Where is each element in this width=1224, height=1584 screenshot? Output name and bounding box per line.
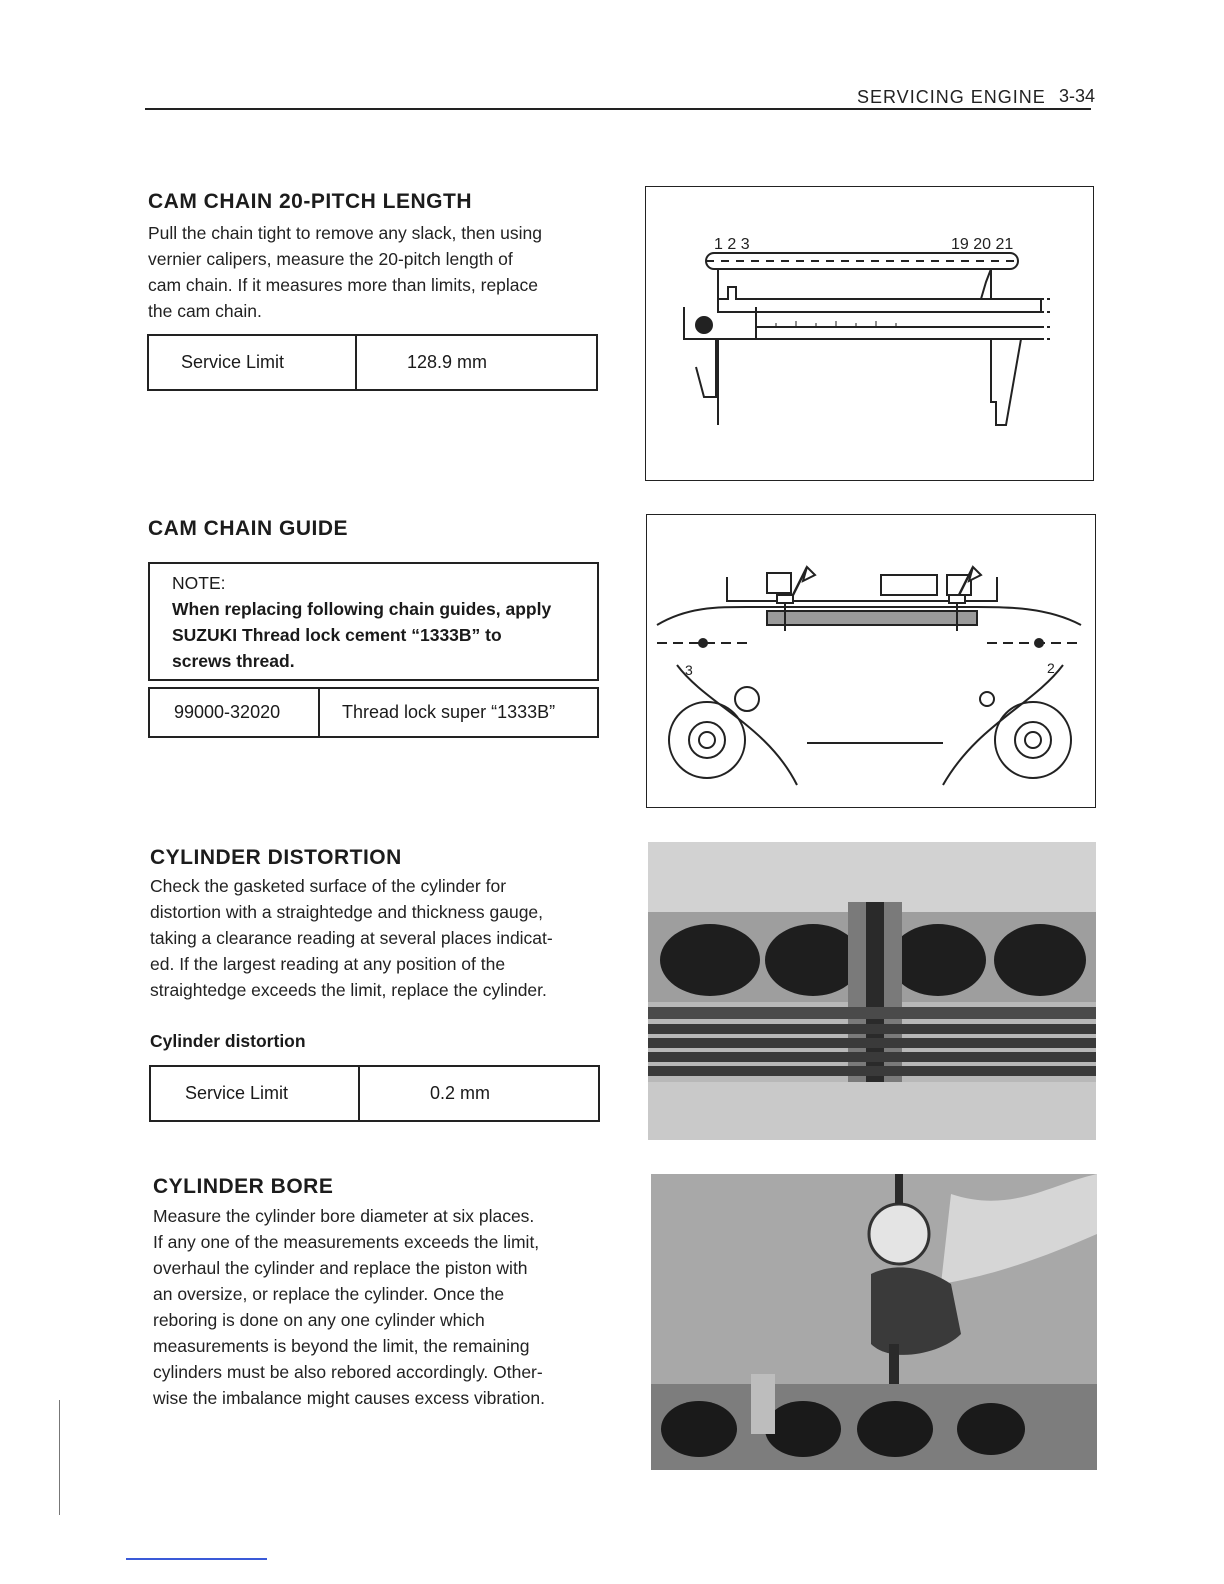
text-line: distortion with a straightedge and thickness gauge, [150,902,544,922]
figure-mark-3: 3 [685,662,693,678]
note-text [172,596,583,674]
chain-links [706,253,1018,269]
text-line: overhaul the cylinder and replace the piston with [153,1258,528,1278]
text-line: Measure the cylinder bore diameter at six places. [153,1206,535,1226]
bore-gauge-photo-illustration [651,1174,1097,1470]
paragraph-cylinder-bore [153,1203,599,1411]
text-line: vernier calipers, measure the 20-pitch length of [148,249,513,269]
figure-chain-guides [646,514,1096,808]
caliper-body [684,269,1051,425]
heading-cylinder-distortion: CYLINDER DISTORTION [150,846,402,869]
text-line: If any one of the measurements exceeds the limit, [153,1232,540,1252]
figure-label-left: 1 2 3 [714,236,750,253]
note-box [148,562,599,681]
subheading-cylinder-distortion: Cylinder distortion [150,1031,306,1051]
margin-line [59,1400,60,1515]
heading-cylinder-bore: CYLINDER BORE [153,1175,334,1198]
text-line: When replacing following chain guides, apply [172,599,552,619]
part-table-thread-lock [148,687,599,738]
running-header: SERVICING ENGINE [857,87,1046,107]
text-line: SUZUKI Thread lock cement “1333B” to [172,625,502,645]
spec-label: Service Limit [151,1067,360,1120]
text-line: reboring is done on any one cylinder which [153,1310,485,1330]
photo-cylinder-distortion [648,842,1096,1140]
spec-label: Service Limit [149,336,357,389]
paragraph-cylinder-distortion [150,873,596,1003]
figure-mark-2: 2 [1047,660,1055,676]
heading-cam-chain-guide: CAM CHAIN GUIDE [148,517,348,540]
text-line: straightedge exceeds the limit, replace the cylinder. [150,980,547,1000]
spec-table-cylinder-distortion [149,1065,600,1122]
text-line: wise the imbalance might causes excess vibration. [153,1388,545,1408]
text-line: cam chain. If it measures more than limits, replace [148,275,539,295]
part-name: Thread lock super “1333B” [342,702,556,722]
part-number: 99000-32020 [150,689,320,736]
caliper-illustration [646,187,1092,479]
figure-label-right: 19 20 21 [951,236,1014,253]
spec-table-cam-chain [147,334,598,391]
text-line: cylinders must be also rebored accordingly. Other- [153,1362,543,1382]
page-number: 3-34 [1059,86,1096,106]
cylinder-photo-illustration [648,842,1096,1140]
chain-guide-illustration [647,515,1094,806]
text-line: ed. If the largest reading at any position of the [150,954,506,974]
spec-value: 128.9 mm [407,352,488,372]
spec-value: 0.2 mm [430,1083,491,1103]
note-label: NOTE: [172,573,226,593]
text-line: an oversize, or replace the cylinder. Once the [153,1284,505,1304]
guide-assembly [657,567,1081,785]
text-line: Pull the chain tight to remove any slack, then using [148,223,542,243]
text-line: measurements is beyond the limit, the remaining [153,1336,530,1356]
paragraph-cam-chain-length [148,220,594,324]
text-line: Check the gasketed surface of the cylinder for [150,876,507,896]
text-line: the cam chain. [148,301,262,321]
text-line: taking a clearance reading at several places indicat- [150,928,553,948]
footer-rule [126,1558,267,1560]
figure-caliper-chain [645,186,1094,481]
text-line: screws thread. [172,651,295,671]
heading-cam-chain-length: CAM CHAIN 20-PITCH LENGTH [148,190,473,213]
photo-cylinder-bore [651,1174,1097,1470]
header-rule [145,108,1091,110]
